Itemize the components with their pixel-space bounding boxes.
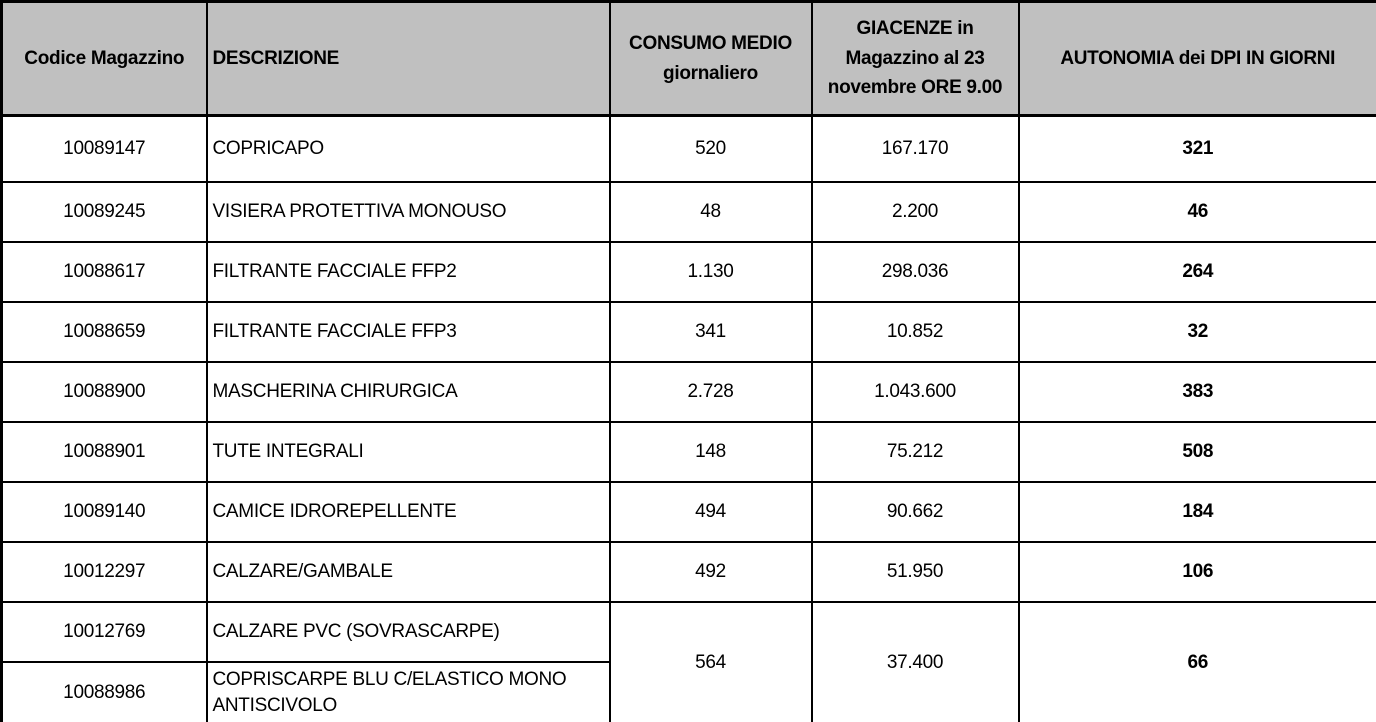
header-giacenze: GIACENZE in Magazzino al 23 novembre ORE 9.00 bbox=[812, 2, 1019, 116]
cell-consumo: 1.130 bbox=[610, 242, 812, 302]
header-autonomia: AUTONOMIA dei DPI IN GIORNI bbox=[1019, 2, 1376, 116]
header-codice-magazzino: Codice Magazzino bbox=[2, 2, 207, 116]
cell-descrizione: CALZARE PVC (SOVRASCARPE) bbox=[207, 602, 610, 662]
cell-codice: 10089245 bbox=[2, 182, 207, 242]
cell-consumo: 520 bbox=[610, 116, 812, 182]
cell-giacenze: 1.043.600 bbox=[812, 362, 1019, 422]
cell-descrizione: CAMICE IDROREPELLENTE bbox=[207, 482, 610, 542]
cell-codice: 10012769 bbox=[2, 602, 207, 662]
cell-consumo: 492 bbox=[610, 542, 812, 602]
cell-codice: 10088901 bbox=[2, 422, 207, 482]
cell-giacenze: 75.212 bbox=[812, 422, 1019, 482]
header-descrizione: DESCRIZIONE bbox=[207, 2, 610, 116]
cell-descrizione: FILTRANTE FACCIALE FFP3 bbox=[207, 302, 610, 362]
cell-giacenze: 298.036 bbox=[812, 242, 1019, 302]
cell-descrizione: COPRICAPO bbox=[207, 116, 610, 182]
table-row bbox=[2, 242, 1376, 302]
cell-autonomia-merged: 66 bbox=[1019, 602, 1376, 722]
cell-descrizione: VISIERA PROTETTIVA MONOUSO bbox=[207, 182, 610, 242]
cell-giacenze: 2.200 bbox=[812, 182, 1019, 242]
cell-consumo: 341 bbox=[610, 302, 812, 362]
table-row bbox=[2, 482, 1376, 542]
cell-descrizione: CALZARE/GAMBALE bbox=[207, 542, 610, 602]
cell-autonomia: 184 bbox=[1019, 482, 1376, 542]
cell-codice: 10088659 bbox=[2, 302, 207, 362]
cell-codice: 10088900 bbox=[2, 362, 207, 422]
cell-consumo: 494 bbox=[610, 482, 812, 542]
table-row bbox=[2, 302, 1376, 362]
cell-codice: 10012297 bbox=[2, 542, 207, 602]
cell-codice: 10089147 bbox=[2, 116, 207, 182]
cell-codice: 10088617 bbox=[2, 242, 207, 302]
cell-autonomia: 321 bbox=[1019, 116, 1376, 182]
table-row bbox=[2, 116, 1376, 182]
cell-codice: 10089140 bbox=[2, 482, 207, 542]
cell-consumo-merged: 564 bbox=[610, 602, 812, 722]
table-row bbox=[2, 542, 1376, 602]
cell-giacenze-merged: 37.400 bbox=[812, 602, 1019, 722]
cell-consumo: 48 bbox=[610, 182, 812, 242]
table-row-merged-top bbox=[2, 602, 1376, 662]
cell-giacenze: 90.662 bbox=[812, 482, 1019, 542]
cell-giacenze: 51.950 bbox=[812, 542, 1019, 602]
cell-descrizione: TUTE INTEGRALI bbox=[207, 422, 610, 482]
cell-descrizione: MASCHERINA CHIRURGICA bbox=[207, 362, 610, 422]
cell-autonomia: 383 bbox=[1019, 362, 1376, 422]
cell-descrizione: FILTRANTE FACCIALE FFP2 bbox=[207, 242, 610, 302]
cell-consumo: 148 bbox=[610, 422, 812, 482]
cell-autonomia: 106 bbox=[1019, 542, 1376, 602]
cell-giacenze: 167.170 bbox=[812, 116, 1019, 182]
cell-autonomia: 46 bbox=[1019, 182, 1376, 242]
cell-giacenze: 10.852 bbox=[812, 302, 1019, 362]
cell-consumo: 2.728 bbox=[610, 362, 812, 422]
table-row bbox=[2, 422, 1376, 482]
header-row bbox=[2, 2, 1376, 116]
table-row bbox=[2, 362, 1376, 422]
cell-autonomia: 32 bbox=[1019, 302, 1376, 362]
cell-codice: 10088986 bbox=[2, 662, 207, 722]
cell-descrizione: COPRISCARPE BLU C/ELASTICO MONO ANTISCIVOLO bbox=[207, 662, 610, 722]
table-row bbox=[2, 182, 1376, 242]
cell-autonomia: 264 bbox=[1019, 242, 1376, 302]
header-consumo-medio: CONSUMO MEDIO giornaliero bbox=[610, 2, 812, 116]
cell-autonomia: 508 bbox=[1019, 422, 1376, 482]
